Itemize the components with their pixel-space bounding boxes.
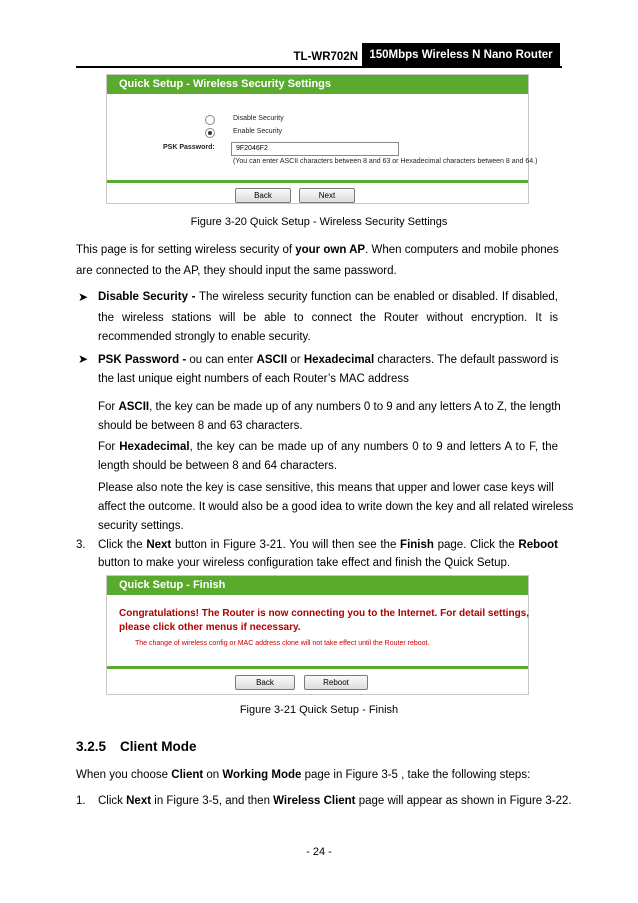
bullet-arrow-icon: ➤ (78, 290, 89, 304)
reboot-button[interactable]: Reboot (304, 675, 368, 690)
enable-security-label: Enable Security (233, 128, 283, 135)
next-button[interactable]: Next (299, 188, 355, 203)
note-line-1: Please also note the key is case sensitive, this means that upper and lower case keys will (98, 482, 554, 494)
disable-line-3: recommended strongly to enable security. (98, 331, 311, 343)
ascii-line-2: should be between 8 and 63 characters. (98, 420, 303, 432)
wireless-security-panel (106, 74, 538, 204)
panel-divider (107, 180, 528, 183)
psk-password-label: PSK Password: (163, 144, 215, 151)
section-number: 3.2.5 (76, 739, 107, 754)
panel-divider (107, 666, 528, 669)
disable-line-2: the wireless stations will be able to connect the Router without encryption. It is (98, 312, 558, 324)
client-intro: When you choose Client on Working Mode page in Figure 3-5 , take the following steps: (76, 769, 531, 781)
congrats-line-2: please click other menus if necessary. (119, 622, 301, 633)
disable-line-1: Disable Security - The wireless security function can be enabled or disabled. If disabled, (98, 291, 559, 303)
panel-title: Quick Setup - Finish (107, 576, 528, 595)
congrats-line-1: Congratulations! The Router is now connecting you to the Internet. For detail settings, (119, 608, 530, 619)
step-3-line-2: button to make your wireless configuration take effect and finish the Quick Setup. (98, 557, 511, 569)
hex-line-1: For Hexadecimal, the key can be made up of any numbers 0 to 9 and letters A to F, the (98, 441, 558, 453)
step-1-number: 1. (76, 795, 86, 807)
bullet-arrow-icon: ➤ (78, 352, 89, 366)
header-product: 150Mbps Wireless N Nano Router (362, 43, 560, 67)
note-line-3: security settings. (98, 520, 184, 532)
figure-caption: Figure 3-20 Quick Setup - Wireless Security Settings (190, 216, 448, 228)
section-title: Client Mode (120, 739, 197, 754)
psk-password-input[interactable]: 9F2046F2 (231, 142, 399, 156)
page-number: - 24 - (306, 846, 332, 858)
header-rule (76, 66, 562, 68)
figure-caption: Figure 3-21 Quick Setup - Finish (239, 704, 399, 716)
header-model: TL-WR702N (293, 51, 358, 63)
back-button[interactable]: Back (235, 188, 291, 203)
step-3-line-1: Click the Next button in Figure 3-21. You will then see the Finish page. Click the Reboot (98, 539, 559, 551)
step-1-line: Click Next in Figure 3-5, and then Wireless Client page will appear as shown in Figure 3-22. (98, 795, 572, 807)
intro-line-1: This page is for setting wireless security of your own AP. When computers and mobile phones (76, 244, 559, 256)
intro-line-2: are connected to the AP, they should input the same password. (76, 265, 397, 277)
step-3-number: 3. (76, 539, 86, 551)
reboot-warning: The change of wireless config or MAC address clone will not take effect until the Router reboot. (135, 640, 430, 647)
psk-line-2: the last unique eight numbers of each Router’s MAC address (98, 373, 409, 385)
ascii-line-1: For ASCII, the key can be made up of any numbers 0 to 9 and any letters A to Z, the length (98, 401, 561, 413)
psk-hint: (You can enter ASCII characters between 8 and 63 or Hexadecimal characters between 8 and 64.) (233, 158, 538, 165)
hex-line-2: length should be between 8 and 64 characters. (98, 460, 338, 472)
finish-panel (106, 575, 529, 695)
note-line-2: affect the outcome. It would also be a good idea to write down the key and all related wireless (98, 501, 574, 513)
enable-security-radio[interactable] (205, 128, 215, 138)
disable-security-radio[interactable] (205, 115, 215, 125)
panel-title: Quick Setup - Wireless Security Settings (107, 75, 528, 94)
psk-line-1: PSK Password - ou can enter ASCII or Hexadecimal characters. The default password is (98, 354, 559, 366)
back-button[interactable]: Back (235, 675, 295, 690)
disable-security-label: Disable Security (233, 115, 284, 122)
